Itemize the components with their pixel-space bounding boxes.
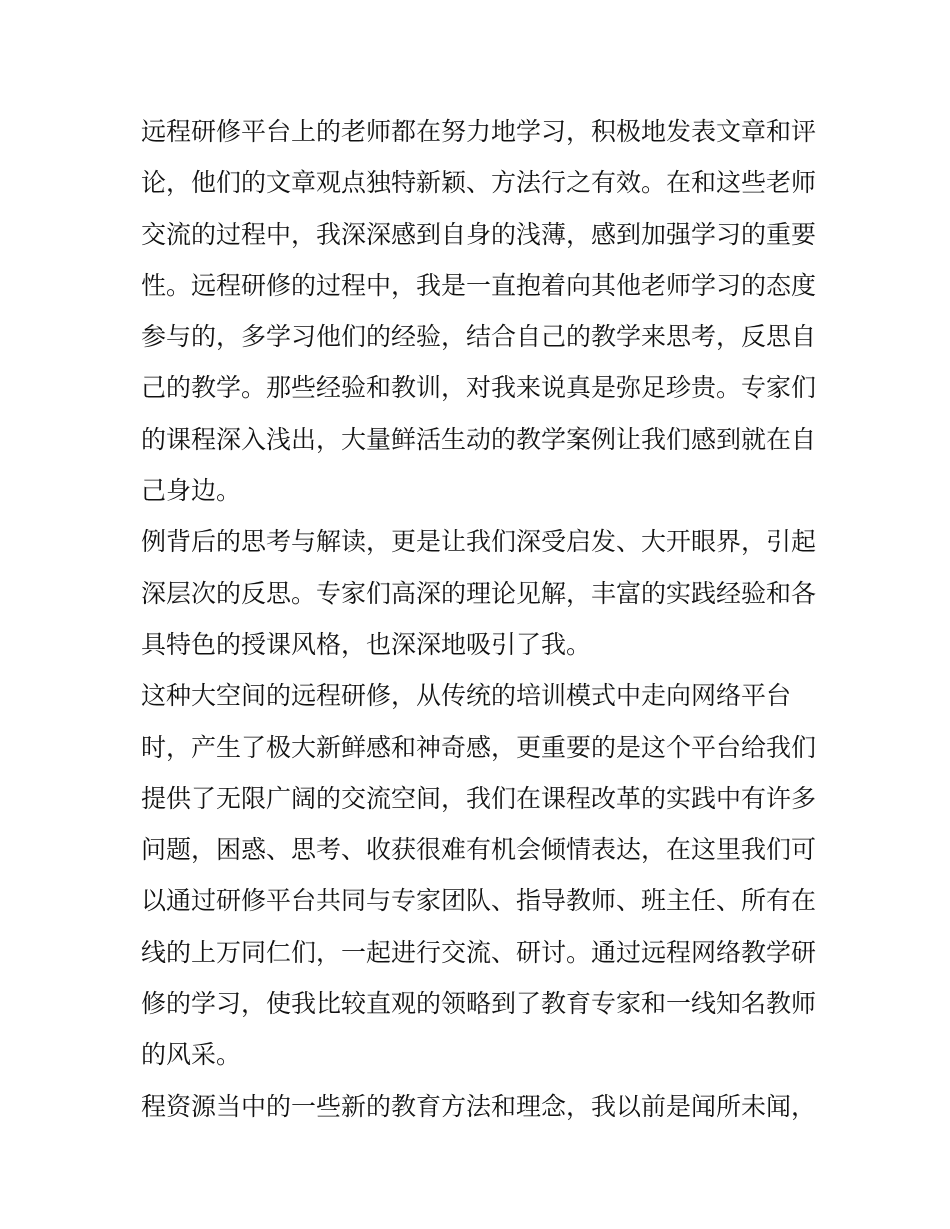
text-line-3: 交流的过程中，我深深感到自身的浅薄，感到加强学习的重要 — [141, 219, 817, 249]
text-line-8: 己身边。 — [141, 476, 242, 506]
text-line-19: 的风采。 — [141, 1040, 242, 1070]
text-line-14: 提供了无限广阔的交流空间，我们在课程改革的实践中有许多 — [141, 783, 817, 813]
text-line-15: 问题，困惑、思考、收获很难有机会倾情表达，在这里我们可 — [141, 835, 817, 865]
text-line-9: 例背后的思考与解读，更是让我们深受启发、大开眼界，引起 — [141, 527, 817, 557]
text-line-4: 性。远程研修的过程中，我是一直抱着向其他老师学习的态度 — [141, 270, 817, 300]
text-line-5: 参与的，多学习他们的经验，结合自己的教学来思考，反思自 — [141, 322, 817, 352]
text-line-10: 深层次的反思。专家们高深的理论见解，丰富的实践经验和各 — [141, 578, 817, 608]
text-line-18: 修的学习，使我比较直观的领略到了教育专家和一线知名教师 — [141, 989, 817, 1019]
text-line-12: 这种大空间的远程研修，从传统的培训模式中走向网络平台 — [141, 681, 792, 711]
text-line-17: 线的上万同仁们，一起进行交流、研讨。通过远程网络教学研 — [141, 937, 817, 967]
text-line-2: 论，他们的文章观点独特新颖、方法行之有效。在和这些老师 — [141, 168, 817, 198]
text-line-11: 具特色的授课风格，也深深地吸引了我。 — [141, 629, 592, 659]
text-line-16: 以通过研修平台共同与专家团队、指导教师、班主任、所有在 — [141, 886, 817, 916]
text-line-13: 时，产生了极大新鲜感和神奇感，更重要的是这个平台给我们 — [141, 732, 817, 762]
text-line-6: 己的教学。那些经验和教训，对我来说真是弥足珍贵。专家们 — [141, 373, 817, 403]
text-line-7: 的课程深入浅出，大量鲜活生动的教学案例让我们感到就在自 — [141, 424, 817, 454]
text-line-1: 远程研修平台上的老师都在努力地学习，积极地发表文章和评 — [141, 117, 817, 146]
text-line-20: 程资源当中的一些新的教育方法和理念，我以前是闻所未闻， — [141, 1091, 817, 1121]
body-text — [141, 106, 821, 1132]
